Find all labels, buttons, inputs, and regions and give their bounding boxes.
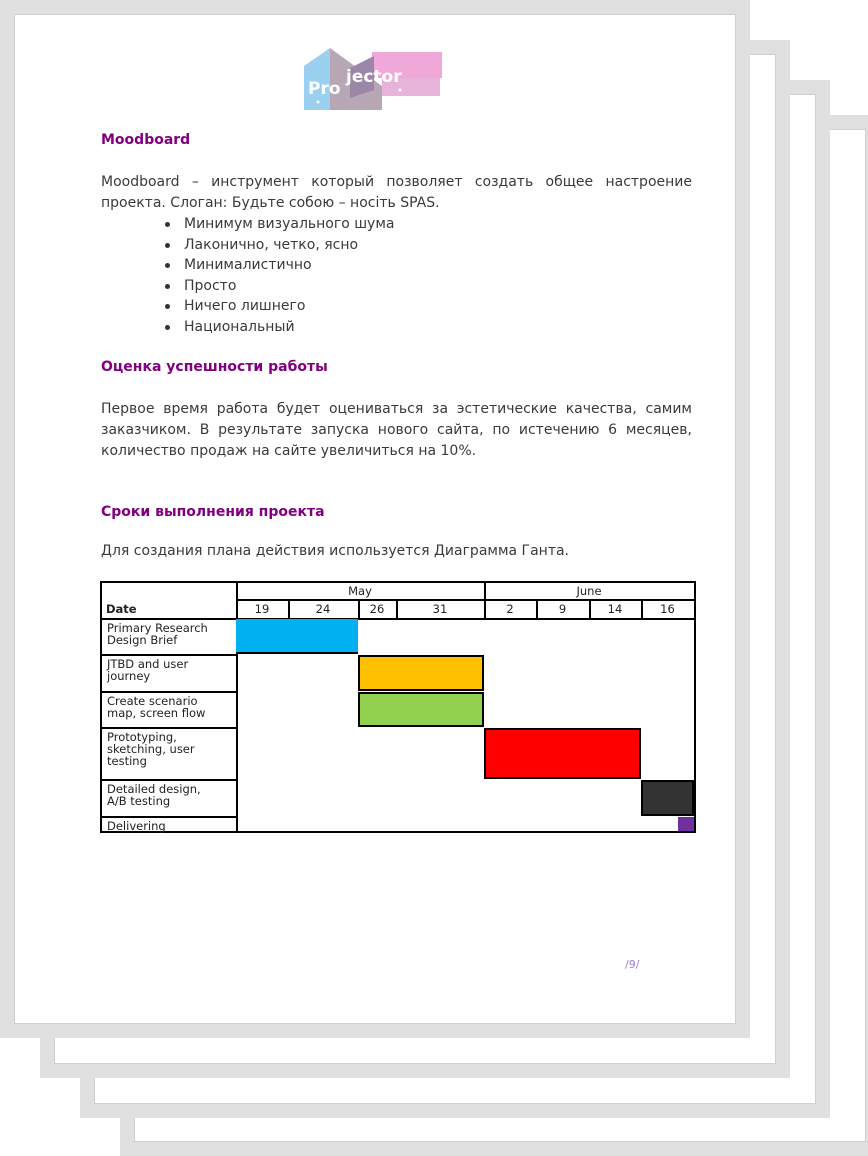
task-label-line: map, screen flow [107, 706, 206, 720]
date-header: Date [106, 602, 137, 616]
gantt-chart [100, 581, 696, 833]
row-divider [102, 779, 236, 781]
day-label: 31 [432, 602, 448, 616]
page-content [14, 14, 736, 1024]
row-divider [102, 691, 236, 693]
logo-text-jector: jector [346, 67, 402, 87]
day-label: 19 [254, 602, 270, 616]
month-row-divider [236, 599, 694, 601]
task-bar [484, 728, 641, 779]
day-label: 26 [369, 602, 385, 616]
day-label: 16 [660, 602, 675, 616]
task-label-line: testing [107, 754, 147, 768]
row-divider [102, 727, 236, 729]
timeline-heading: Сроки выполнения проекта [101, 504, 325, 520]
task-label-line: Detailed design, [107, 782, 201, 796]
task-label-line: A/B testing [107, 794, 171, 808]
day-label: 24 [315, 602, 331, 616]
projector-logo [290, 38, 444, 114]
day-label: 9 [558, 602, 567, 616]
task-label [107, 695, 235, 719]
timeline-paragraph: Для создания плана действия используется Диаграмма Ганта. [101, 543, 570, 559]
task-label-line: Create scenario [107, 694, 198, 708]
page-number: /9/ [625, 958, 640, 971]
task-bar [678, 817, 694, 831]
bullet-item: Национальный [162, 317, 394, 338]
task-label [107, 820, 235, 832]
day-label: 14 [607, 602, 623, 616]
logo-text-pro: Pro [308, 79, 341, 99]
evaluation-paragraph: Первое время работа будет оцениваться за эстетические качества, самим заказчиком. В результате запуска нового сайта, по истечению 6 месяцев, количество продаж на сайте увеличиться на 10%. [101, 401, 692, 459]
row-divider [102, 654, 236, 656]
task-label [107, 783, 235, 807]
bullet-item: Ничего лишнего [162, 296, 394, 317]
task-label [107, 658, 235, 682]
month-label: June [576, 584, 602, 598]
moodboard-paragraph: Moodboard – инструмент который позволяет создать общее настроение проекта. Слоган: Будьте собою – носіть SPAS. [101, 174, 692, 211]
task-label-line: Primary Research [107, 621, 208, 635]
row-divider [102, 816, 236, 818]
task-label-line: JTBD and user [107, 657, 189, 671]
bullet-item: Минималистично [162, 255, 394, 276]
task-label-line: Design Brief [107, 633, 178, 647]
bullet-item: Лаконично, четко, ясно [162, 235, 394, 256]
task-label [107, 731, 235, 767]
task-bar [236, 619, 358, 654]
task-bar [358, 692, 484, 727]
moodboard-bullet-list [162, 214, 394, 337]
task-label-line: Prototyping, [107, 730, 177, 744]
month-label: May [348, 584, 372, 598]
task-label-line: journey [107, 669, 151, 683]
day-label: 2 [506, 602, 514, 616]
evaluation-heading: Оценка успешности работы [101, 359, 328, 375]
header-divider [102, 618, 694, 620]
bullet-item: Минимум визуального шума [162, 214, 394, 235]
task-bar [641, 780, 694, 816]
bullet-item: Просто [162, 276, 394, 297]
moodboard-heading: Moodboard [101, 132, 191, 148]
task-label-line: Delivering [107, 819, 166, 833]
task-label-line: sketching, user [107, 742, 195, 756]
task-bar [358, 655, 484, 691]
task-label [107, 622, 235, 646]
